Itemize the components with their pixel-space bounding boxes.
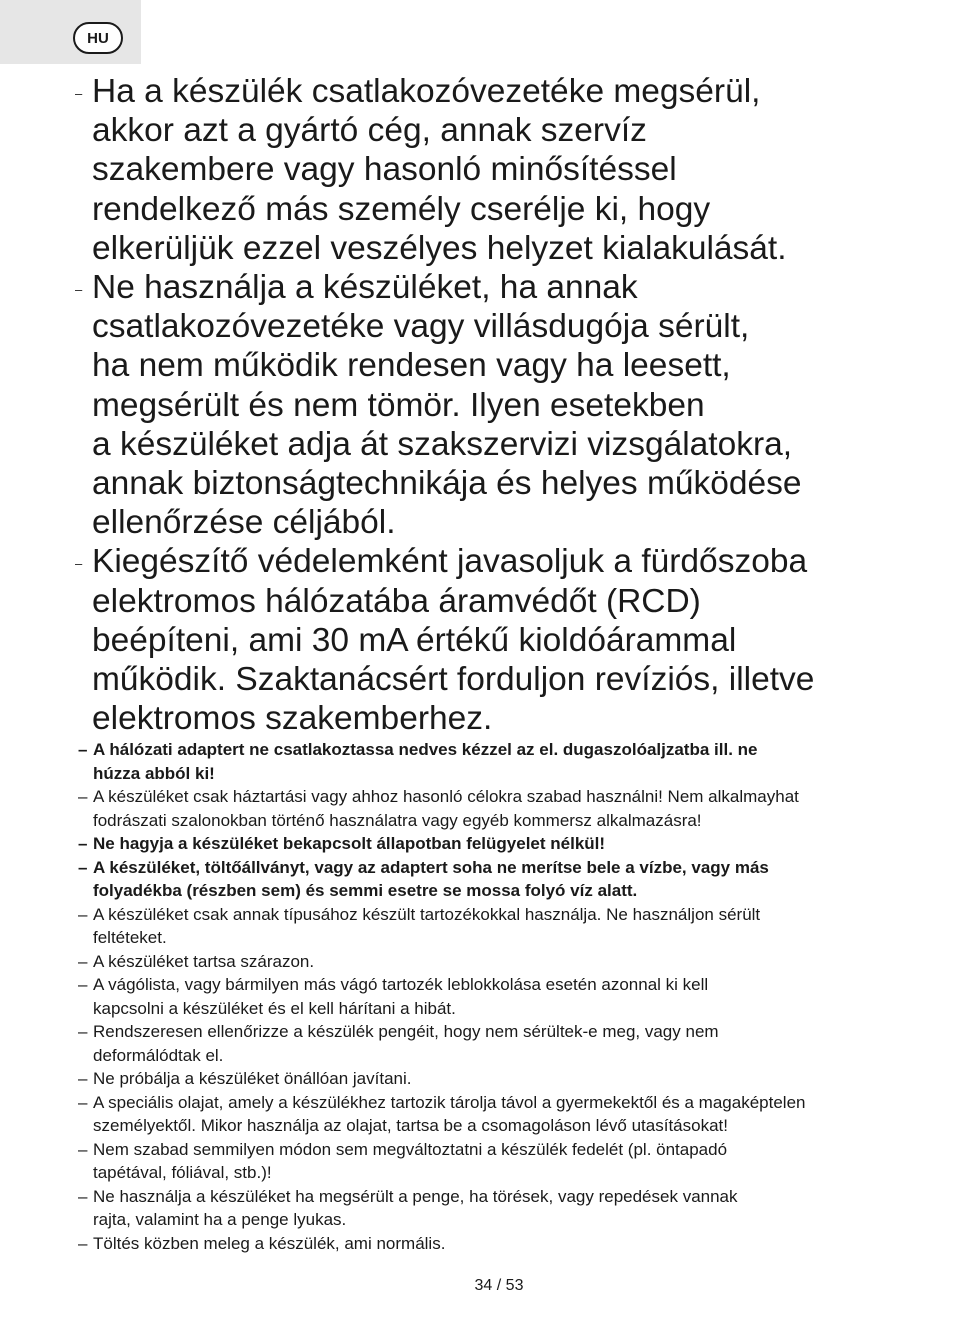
list-item: [78, 1185, 918, 1232]
list-item: [78, 973, 918, 1020]
list-item: [78, 785, 918, 832]
bullet-dash: –: [75, 282, 83, 298]
list-item: [78, 950, 918, 974]
item-line: A készüléket csak annak típusához készült tartozékokkal használja. Ne használjon sérült: [93, 904, 761, 924]
item-line: megsérült és nem tömör. Ilyen esetekben: [92, 386, 705, 424]
item-line: elektromos hálózatába áramvédőt (RCD): [92, 582, 701, 620]
bullet-dash: –: [78, 740, 88, 759]
item-line: rendelkező más személy cserélje ki, hogy: [92, 190, 711, 228]
bullet-dash: –: [78, 834, 88, 853]
list-item: [78, 738, 918, 785]
item-line: Nem szabad semmilyen módon sem megváltoztatni a készülék fedelét (pl. öntapadó: [93, 1139, 728, 1159]
list-item: [78, 856, 918, 903]
item-line: csatlakozóvezetéke vagy villásdugója sérült,: [92, 308, 750, 346]
bullet-dash: –: [78, 1139, 88, 1159]
bullet-dash: –: [78, 975, 88, 994]
item-line: annak biztonságtechnikája és helyes működése: [92, 465, 802, 503]
item-line: ellenőrzése céljából.: [92, 504, 396, 542]
item-line: a készüléket adja át szakszervizi vizsgálatokra,: [92, 425, 793, 463]
item-line: beépíteni, ami 30 mA értékű kioldóárammal: [92, 621, 737, 659]
large-warning-list: [75, 72, 932, 738]
bullet-dash: –: [78, 951, 88, 971]
list-item: [78, 1067, 918, 1091]
list-item: [75, 72, 932, 268]
item-line: működik. Szaktanácsért forduljon revíziós, illetve: [92, 661, 815, 699]
item-line: A vágólista, vagy bármilyen más vágó tartozék leblokkolása esetén azonnal ki kell: [93, 975, 709, 994]
list-item: [78, 832, 918, 856]
bullet-dash: –: [78, 1069, 88, 1088]
list-item: [75, 542, 932, 738]
item-line: ha nem működik rendesen vagy ha leesett,: [92, 347, 731, 385]
item-line: A hálózati adaptert ne csatlakoztassa nedves kézzel az el. dugaszolóaljzatba ill. ne: [93, 740, 758, 759]
bullet-dash: –: [78, 1186, 88, 1206]
item-line: akkor azt a gyártó cég, annak szervíz: [92, 112, 647, 150]
item-line: folyadékba (részben sem) és semmi esetre se mossa folyó víz alatt.: [93, 881, 638, 900]
item-line: Ne próbálja a készüléket önállóan javítani.: [93, 1069, 412, 1088]
list-item: [78, 1232, 918, 1256]
item-line: elkerüljük ezzel veszélyes helyzet kialakulását.: [92, 229, 787, 267]
item-line: Ha a készülék csatlakozóvezetéke megsérül,: [92, 73, 761, 110]
item-line: fodrászati szalonokban történő használatra vagy egyéb kommersz alkalmazásra!: [93, 810, 702, 830]
item-line: Kiegészítő védelemként javasoljuk a fürdőszoba: [92, 543, 808, 581]
bullet-dash: –: [75, 556, 83, 572]
list-item: [75, 268, 932, 542]
item-line: A készüléket csak háztartási vagy ahhoz hasonló célokra szabad használni! Nem alkalmayhat: [93, 787, 799, 806]
item-line: A készüléket tartsa szárazon.: [93, 951, 315, 971]
item-line: feltéteket.: [93, 928, 167, 947]
bullet-dash: –: [78, 857, 88, 877]
language-badge: HU: [73, 22, 123, 54]
item-line: kapcsolni a készüléket és el kell hárítani a hibát.: [93, 998, 456, 1018]
bullet-dash: –: [78, 1233, 88, 1253]
item-line: A készüléket, töltőállványt, vagy az adaptert soha ne merítse bele a vízbe, vagy más: [93, 857, 769, 877]
list-item: [78, 1138, 918, 1185]
list-item: [78, 1020, 918, 1067]
item-line: Ne hagyja a készüléket bekapcsolt állapotban felügyelet nélkül!: [93, 834, 606, 853]
item-line: szakembere vagy hasonló minősítéssel: [92, 151, 677, 189]
bullet-dash: –: [78, 787, 88, 806]
item-line: Ne használja a készüléket ha megsérült a penge, ha törések, vagy repedések vannak: [93, 1186, 738, 1206]
list-item: [78, 903, 918, 950]
item-line: Töltés közben meleg a készülék, ami normális.: [93, 1233, 446, 1253]
item-line: személyektől. Mikor használja az olajat, tartsa be a csomagoláson lévő utasításokat!: [93, 1116, 728, 1135]
small-warning-list: [78, 738, 918, 1255]
bullet-dash: –: [78, 1022, 88, 1041]
item-line: elektromos szakemberhez.: [92, 700, 493, 738]
bullet-dash: –: [75, 86, 83, 101]
item-line: húzza abból ki!: [93, 763, 215, 783]
list-item: [78, 1091, 918, 1138]
item-line: A speciális olajat, amely a készülékhez tartozik tárolja távol a gyermekektől és a magaképtelen: [93, 1092, 806, 1112]
bullet-dash: –: [78, 904, 88, 924]
bullet-dash: –: [78, 1092, 88, 1112]
item-line: Ne használja a készüléket, ha annak: [92, 269, 638, 307]
item-line: deformálódtak el.: [93, 1045, 224, 1065]
item-line: tapétával, fóliával, stb.)!: [93, 1163, 272, 1182]
item-line: Rendszeresen ellenőrizze a készülék pengéit, hogy nem sérültek-e meg, vagy nem: [93, 1022, 719, 1041]
item-line: rajta, valamint ha a penge lyukas.: [93, 1210, 347, 1229]
page-number: 34 / 53: [474, 1277, 524, 1294]
